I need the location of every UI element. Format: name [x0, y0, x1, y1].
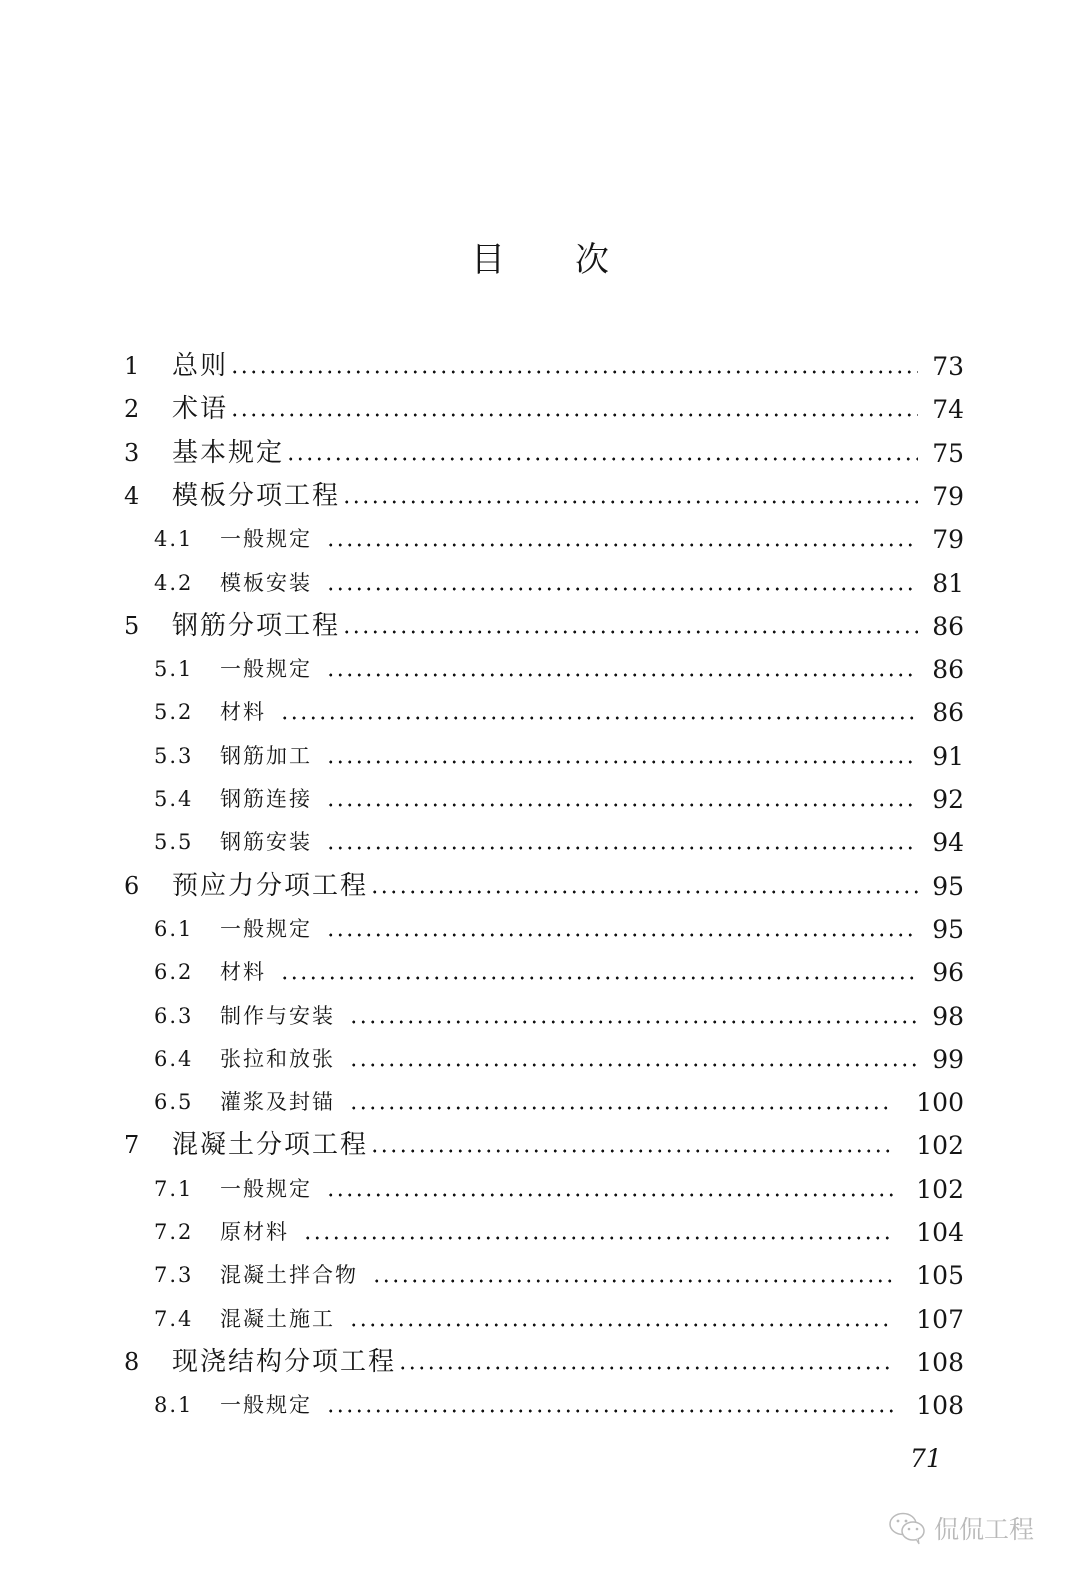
- toc-entry[interactable]: [0, 518, 1080, 561]
- toc-entry-number: 6.2: [154, 960, 194, 985]
- toc-entry-title: 材料: [220, 700, 266, 725]
- toc-entry-title: 灌浆及封锚: [220, 1090, 335, 1115]
- dot-leader: [342, 500, 918, 504]
- toc-entry-page: 86: [932, 655, 964, 685]
- toc-entry[interactable]: [0, 865, 1080, 908]
- wechat-icon: [888, 1511, 928, 1545]
- watermark-text: 侃侃工程: [934, 1515, 1035, 1544]
- toc-entry-page: 94: [932, 828, 964, 858]
- dot-leader: [326, 760, 918, 764]
- toc-entry-page: 95: [932, 871, 964, 901]
- dot-leader: [326, 846, 918, 850]
- dot-leader: [326, 543, 918, 547]
- dot-leader: [286, 457, 918, 461]
- toc-entry[interactable]: [0, 1384, 1080, 1427]
- toc-entry-number: 6: [124, 871, 140, 900]
- toc-entry-number: 7.1: [154, 1176, 194, 1201]
- toc-entry-title: 预应力分项工程: [172, 870, 369, 901]
- toc-entry-page: 81: [932, 568, 964, 598]
- toc-entry-page: 95: [932, 914, 964, 944]
- toc-entry-title: 一般规定: [220, 657, 312, 682]
- toc-entry[interactable]: [0, 995, 1080, 1038]
- toc-entry-page: 108: [916, 1347, 964, 1377]
- toc-entry-title: 一般规定: [220, 1393, 312, 1418]
- title-char-2: 次: [575, 240, 609, 280]
- toc-entry[interactable]: [0, 1211, 1080, 1254]
- dot-leader: [230, 413, 918, 417]
- toc-entry-page: 96: [932, 958, 964, 988]
- toc-entry-title: 基本规定: [172, 437, 285, 468]
- toc-entry-page: 79: [932, 525, 964, 555]
- toc-entry[interactable]: [0, 1254, 1080, 1297]
- toc-entry-title: 材料: [220, 960, 266, 985]
- toc-entry-number: 6.5: [154, 1090, 194, 1115]
- toc-entry[interactable]: [0, 1081, 1080, 1124]
- toc-entry-page: 86: [932, 698, 964, 728]
- toc-entry-title: 钢筋连接: [220, 787, 312, 811]
- dot-leader: [326, 673, 918, 677]
- toc-entry-title: 术语: [172, 394, 229, 425]
- toc-entry-page: 91: [932, 741, 964, 771]
- toc-entry-number: 5.3: [154, 743, 194, 768]
- toc-entry-title: 模板分项工程: [172, 480, 341, 511]
- toc-entry[interactable]: [0, 345, 1080, 388]
- toc-entry-number: 2: [124, 395, 140, 424]
- toc-entry-number: 3: [124, 438, 140, 467]
- toc-entry-title: 钢筋分项工程: [172, 610, 341, 641]
- toc-entry[interactable]: [0, 1341, 1080, 1384]
- toc-entry-title: 混凝土施工: [220, 1306, 335, 1331]
- toc-entry-number: 8.1: [154, 1393, 194, 1418]
- watermark: [888, 1508, 1034, 1548]
- dot-leader: [370, 890, 918, 894]
- dot-leader: [230, 370, 918, 374]
- toc-entry-page: 100: [916, 1088, 964, 1118]
- toc-entry-number: 5.5: [154, 830, 194, 855]
- toc-entry-page: 102: [916, 1131, 964, 1161]
- toc-entry-page: 105: [916, 1261, 964, 1291]
- toc-entry-title: 一般规定: [220, 1176, 312, 1201]
- toc-entry-page: 92: [932, 785, 964, 814]
- toc-entry-number: 4.1: [154, 527, 194, 552]
- dot-leader: [349, 1106, 893, 1110]
- title-char-1: 目: [471, 240, 505, 280]
- toc-entry[interactable]: [0, 691, 1080, 734]
- dot-leader: [349, 1020, 918, 1024]
- toc-entry-number: 6.1: [154, 916, 194, 941]
- toc-entry[interactable]: [0, 908, 1080, 951]
- toc-entry-title: 一般规定: [220, 916, 312, 941]
- toc-entry-title: 张拉和放张: [220, 1046, 335, 1071]
- dot-leader: [370, 1149, 893, 1153]
- dot-leader: [326, 933, 918, 937]
- toc-entry-page: 98: [932, 1001, 964, 1031]
- toc-entry-page: 99: [932, 1044, 964, 1074]
- toc-entry-title: 钢筋加工: [220, 743, 312, 768]
- toc-entry-title: 制作与安装: [220, 1003, 335, 1028]
- toc-entry-number: 7.4: [154, 1306, 194, 1331]
- toc-entry-page: 79: [932, 481, 964, 511]
- toc-entry[interactable]: [0, 1038, 1080, 1081]
- toc-entry-title: 一般规定: [220, 527, 312, 552]
- dot-leader: [326, 1409, 893, 1413]
- toc-entry-title: 原材料: [220, 1220, 289, 1244]
- dot-leader: [342, 630, 918, 634]
- toc-entry-page: 75: [932, 438, 964, 468]
- dot-leader: [372, 1279, 893, 1283]
- toc-entry-title: 模板安装: [220, 570, 312, 595]
- dot-leader: [303, 1236, 893, 1240]
- toc-entry-number: 6.3: [154, 1003, 194, 1028]
- dot-leader: [326, 803, 918, 807]
- toc-entry[interactable]: [0, 821, 1080, 864]
- toc-entry-number: 5: [124, 611, 140, 640]
- toc-entry-title: 现浇结构分项工程: [172, 1346, 397, 1377]
- dot-leader: [280, 976, 918, 980]
- toc-entry[interactable]: [0, 1168, 1080, 1211]
- toc-entry-page: 73: [932, 352, 964, 381]
- toc-entry-number: 8: [124, 1347, 140, 1376]
- toc-entry[interactable]: [0, 605, 1080, 648]
- toc-entry-title: 混凝土拌合物: [220, 1263, 358, 1288]
- toc-entry-page: 107: [916, 1304, 964, 1334]
- toc-entry-number: 1: [124, 352, 140, 380]
- toc-entry[interactable]: [0, 951, 1080, 994]
- dot-leader: [398, 1366, 893, 1370]
- toc-entry-page: 74: [932, 395, 964, 425]
- toc-entry-page: 108: [916, 1391, 964, 1421]
- toc-entry-number: 7.2: [154, 1220, 194, 1244]
- toc-entry-page: 102: [916, 1174, 964, 1204]
- toc-entry-number: 7: [124, 1131, 140, 1160]
- toc-entry-number: 7.3: [154, 1263, 194, 1288]
- toc-entry-page: 104: [916, 1218, 964, 1247]
- toc-entry-number: 5.2: [154, 700, 194, 725]
- toc-entry[interactable]: [0, 432, 1080, 475]
- toc-entry[interactable]: [0, 648, 1080, 691]
- toc-entry[interactable]: [0, 388, 1080, 431]
- toc-entry-number: 5.1: [154, 657, 194, 682]
- toc-entry-page: 86: [932, 611, 964, 641]
- toc-entry[interactable]: [0, 735, 1080, 778]
- toc-entry[interactable]: [0, 1124, 1080, 1167]
- toc-entry[interactable]: [0, 475, 1080, 518]
- toc-entry-number: 6.4: [154, 1046, 194, 1071]
- toc-entry[interactable]: [0, 562, 1080, 605]
- page-title: [0, 232, 1080, 281]
- dot-leader: [280, 716, 918, 720]
- toc-entry-number: 5.4: [154, 787, 194, 811]
- dot-leader: [326, 1193, 893, 1197]
- dot-leader: [349, 1323, 893, 1327]
- dot-leader: [326, 587, 918, 591]
- toc-entry-title: 总则: [172, 351, 229, 381]
- page-number: 71: [910, 1444, 942, 1473]
- toc-entry-title: 混凝土分项工程: [172, 1130, 369, 1161]
- dot-leader: [349, 1063, 918, 1067]
- toc-entry-number: 4.2: [154, 570, 194, 595]
- toc-entry-number: 4: [124, 481, 140, 510]
- toc-entry-title: 钢筋安装: [220, 830, 312, 855]
- toc-entry[interactable]: [0, 778, 1080, 821]
- toc-entry[interactable]: [0, 1298, 1080, 1341]
